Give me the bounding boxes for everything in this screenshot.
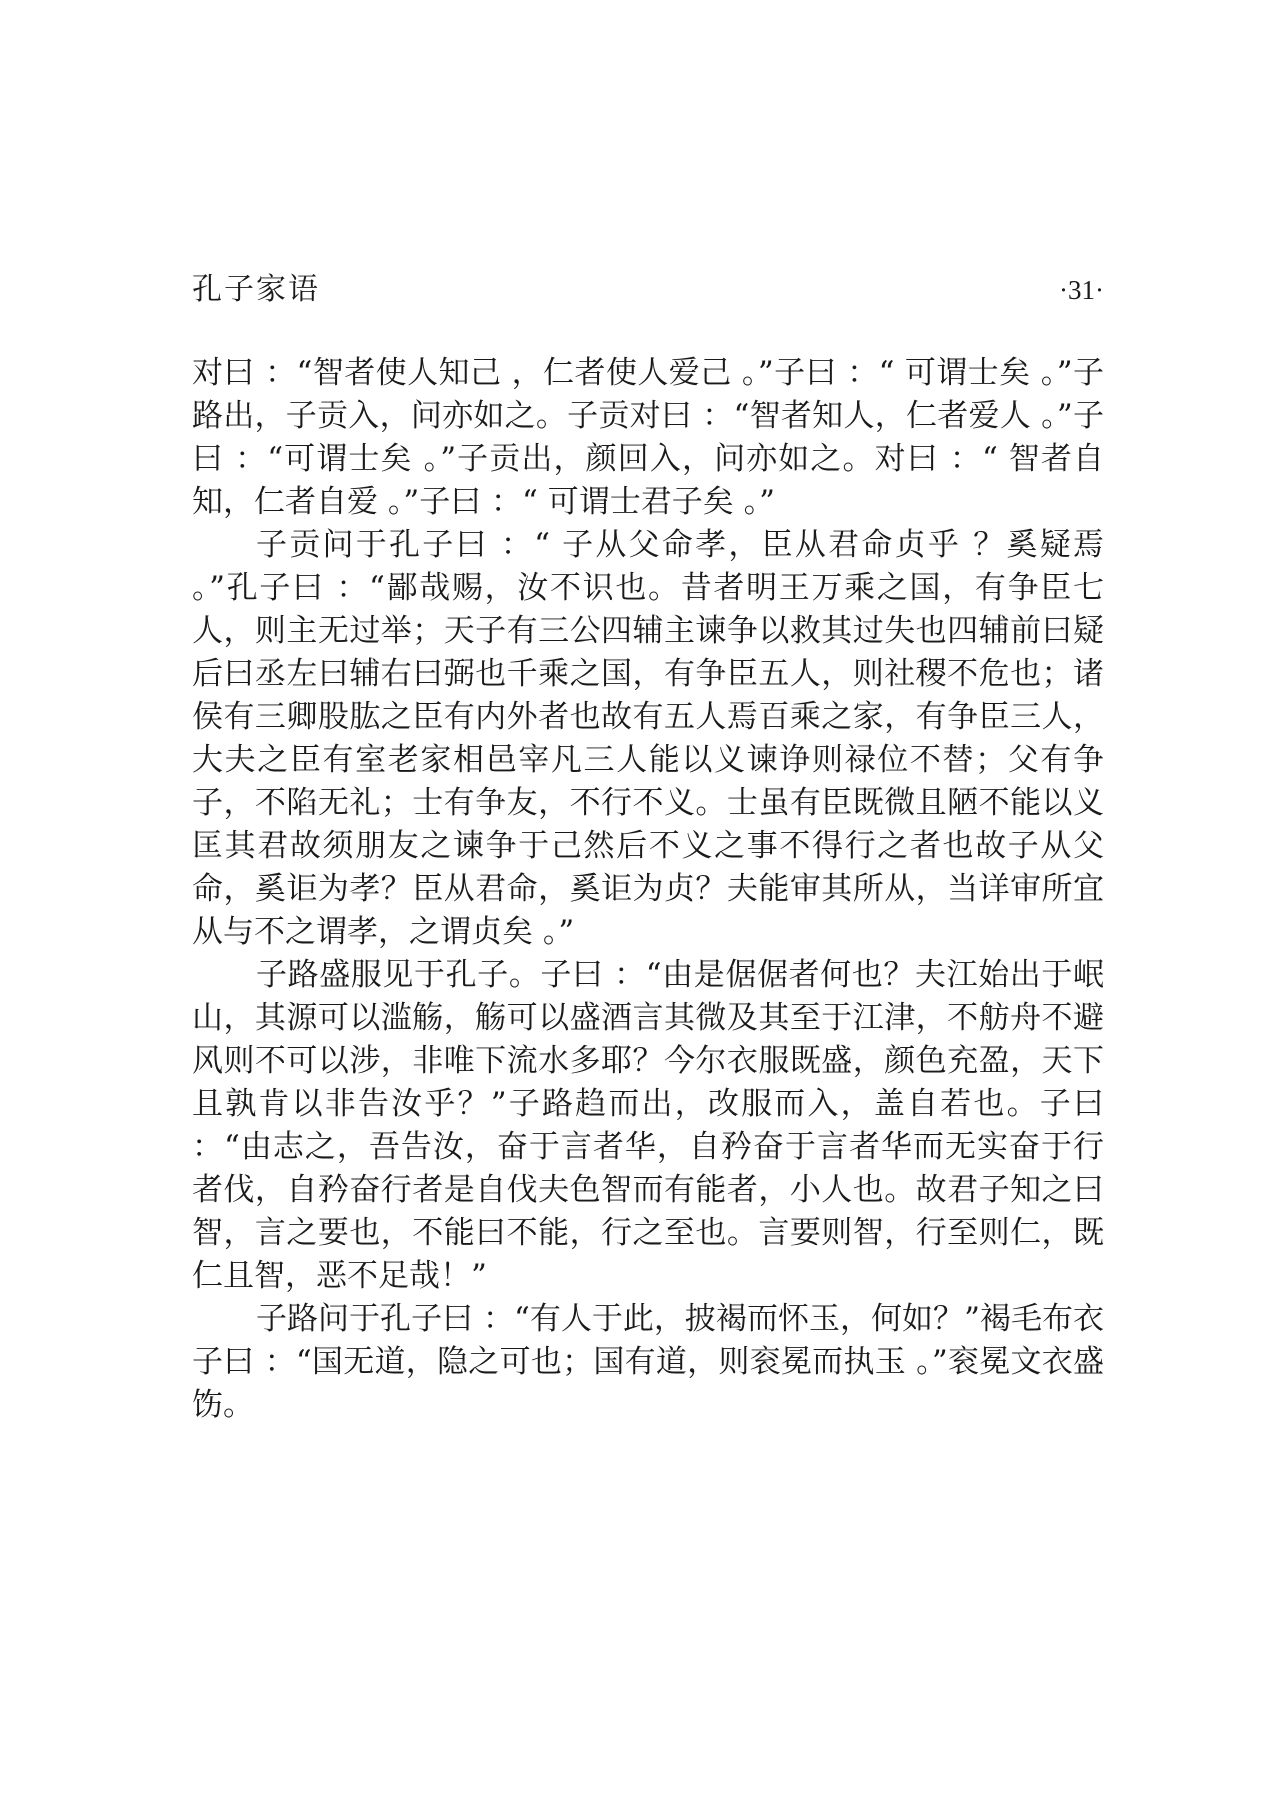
paragraph: 子路问于孔子曰 ：“有人于此，披褐而怀玉，何如？”褐毛布衣子曰 ：“国无道，隐之可也；国有道，则衮冕而执玉 。”衮冕文衣盛饬。: [192, 1301, 1104, 1423]
paragraph: 子路盛服见于孔子。子曰 ：“由是倨倨者何也？夫江始出于岷山，其源可以滥觞，觞可以盛酒言其微及其至于江津，不舫舟不避风则不可以涉，非唯下流水多耶？今尔衣服既盛，颜色充盈，天下且孰肯以非告汝乎？”子路趋而出，改服而入，盖自若也。子曰 ：“由志之，吾告汝，奋于言者华，自矜奋于言者华而无实奋于行者伐，自矜奋行者是自伐夫色智而有能者，小人也。故君子知之曰智，言之要也，不能曰不能，行之至也。言要则智，行至则仁，既仁且智，恶不足哉！”: [192, 957, 1104, 1294]
running-header: [192, 268, 1104, 312]
body-text: [192, 352, 1104, 1427]
book-title: 孔子家语: [192, 272, 320, 307]
paragraph: 对曰 ：“智者使人知己 ，仁者使人爱己 。”子曰 ：“ 可谓士矣 。”子路出，子贡入，问亦如之。子贡对曰 ：“智者知人，仁者爱人 。”子曰 ：“可谓士矣 。”子贡出，颜回入，问亦如之。对曰 ：“ 智者自知，仁者自爱 。”子曰 ：“ 可谓士君子矣 。”: [192, 355, 1104, 520]
page-number: ·31·: [1059, 275, 1104, 305]
paragraph: 子贡问于孔子曰 ：“ 子从父命孝，臣从君命贞乎 ？奚疑焉 。”孔子曰 ：“鄙哉赐，汝不识也。昔者明王万乘之国，有争臣七人，则主无过举；天子有三公四辅主谏争以救其过失也四辅前曰疑后曰丞左曰辅右曰弼也千乘之国，有争臣五人，则社稷不危也；诸侯有三卿股肱之臣有内外者也故有五人焉百乘之家，有争臣三人，大夫之臣有室老家相邑宰凡三人能以义谏诤则禄位不替；父有争子，不陷无礼；士有争友，不行不义。士虽有臣既微且陋不能以义匡其君故须朋友之谏争于己然后不义之事不得行之者也故子从父命，奚讵为孝？臣从君命，奚讵为贞？夫能审其所从，当详审所宜从与不之谓孝，之谓贞矣 。”: [192, 527, 1104, 950]
